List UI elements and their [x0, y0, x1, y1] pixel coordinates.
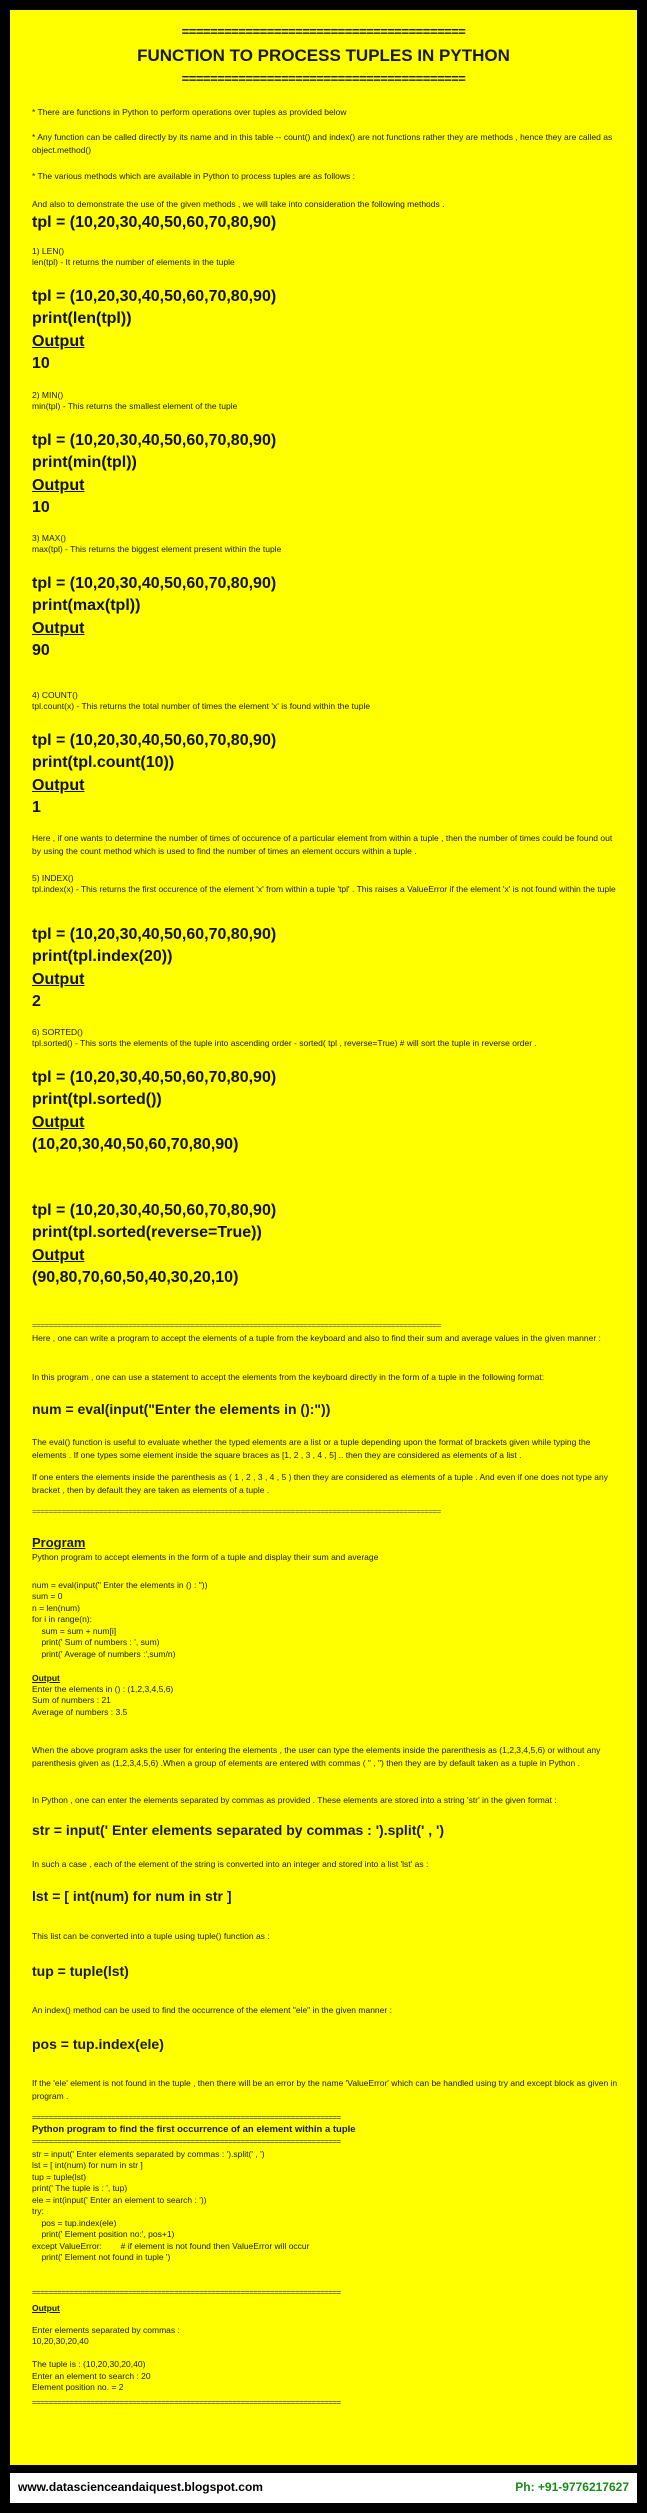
max-code — [32, 573, 623, 663]
intro-line-3: * The various methods which are available in Python to process tuples are as follows : — [32, 171, 356, 181]
index-heading: 5) INDEX() — [32, 873, 74, 883]
index-code-example: pos = tup.index(ele) — [32, 2036, 164, 2052]
sorted-reverse-output-label: Output — [32, 1246, 85, 1264]
len-code — [32, 286, 623, 376]
min-code — [32, 430, 623, 520]
max-code-line-2: print(max(tpl)) — [32, 597, 141, 615]
min-heading: 2) MIN() — [32, 390, 64, 400]
min-code-line-2: print(min(tpl)) — [32, 454, 137, 472]
index-code — [32, 924, 623, 1014]
divider: ========================================================================== — [32, 2398, 341, 2407]
count-code-line-2: print(tpl.count(10)) — [32, 754, 175, 772]
header-separator-bottom: ======================================== — [181, 71, 466, 86]
sorted-description: tpl.sorted() - This sorts the elements of the tuple into ascending order - sorted( tpl , reverse=True) # will sort the tuple in reverse order . — [32, 1038, 537, 1049]
list-comprehension-code: lst = [ int(num) for num in str ] — [32, 1888, 232, 1904]
phone-number: Ph: +91-9776217627 — [515, 2480, 629, 2494]
len-output-label: Output — [32, 332, 85, 350]
program-output: Enter the elements in () : (1,2,3,4,5,6) Sum of numbers : 21 Average of numbers : 3.5 — [32, 1684, 174, 1717]
sorted-reverse-code — [32, 1200, 623, 1290]
min-output-value: 10 — [32, 499, 50, 517]
program2-heading: Python program to find the first occurrence of an element within a tuple — [32, 2124, 356, 2135]
min-section — [32, 390, 623, 412]
sorted-code-line-1: tpl = (10,20,30,40,50,60,70,80,90) — [32, 1069, 277, 1086]
intro-line-4: And also to demonstrate the use of the given methods , we will take into consideration the following methods . — [32, 199, 445, 209]
eval-tuple-note: If one enters the elements inside the parenthesis as ( 1 , 2 , 3 , 4 , 5 ) then they are considered as elements of a tuple . And even if one does not type any bracket , then by default they are taken as elements of a tuple . — [32, 1472, 608, 1495]
intro-line-1: * There are functions in Python to perform operations over tuples as provided below — [32, 107, 347, 117]
sorted-reverse-output-value: (90,80,70,60,50,40,30,20,10) — [32, 1269, 239, 1287]
divider: ========================================================================== — [32, 2137, 341, 2146]
count-code — [32, 730, 623, 820]
max-output-label: Output — [32, 619, 85, 637]
len-code-line-1: tpl = (10,20,30,40,50,60,70,80,90) — [32, 288, 277, 305]
max-heading: 3) MAX() — [32, 533, 66, 543]
min-description: min(tpl) - This returns the smallest element of the tuple — [32, 401, 238, 412]
count-output-value: 1 — [32, 799, 41, 817]
index-description: tpl.index(x) - This returns the first occurence of the element 'x' from within a tuple 'tpl' . This raises a ValueError if the element 'x' is not found within the tuple — [32, 884, 616, 895]
intro-line-2: * Any function can be called directly by its name and in this table -- count() and index() are not functions rather they are methods , hence they are called as object.method() — [32, 132, 613, 155]
count-description: tpl.count(x) - This returns the total number of times the element 'x' is found within the tuple — [32, 701, 371, 712]
index-output-label: Output — [32, 970, 85, 988]
tuple-code: tup = tuple(lst) — [32, 1963, 129, 1979]
header-separator-top: ======================================== — [181, 24, 466, 39]
len-description: len(tpl) - It returns the number of elements in the tuple — [32, 257, 235, 268]
eval-explanation: The eval() function is useful to evaluate whether the typed elements are a list or a tuple depending upon the format of brackets given while typing the elements . If one types some element inside the square braces as [1, 2 , 3 , 4 , 5] .. then they are considered as elements of a list . — [32, 1437, 591, 1460]
max-code-line-1: tpl = (10,20,30,40,50,60,70,80,90) — [32, 575, 277, 592]
program2-output-label: Output — [32, 2303, 60, 2313]
index-code-line-1: tpl = (10,20,30,40,50,60,70,80,90) — [32, 926, 277, 943]
len-section — [32, 246, 623, 268]
program-explanation-4: This list can be converted into a tuple using tuple() function as : — [32, 1931, 270, 1941]
eval-desc: In this program , one can use a statement to accept the elements from the keyboard directly in the form of a tuple in the following format: — [32, 1372, 545, 1382]
divider: ========================================================================== — [32, 2113, 341, 2122]
max-section — [32, 533, 623, 555]
divider: ========================================================================== — [32, 2288, 341, 2297]
max-description: max(tpl) - This returns the biggest element present within the tuple — [32, 544, 282, 555]
eval-intro: Here , one can write a program to accept the elements of a tuple from the keyboard and also to find their sum and average values in the given manner : — [32, 1333, 601, 1343]
program-explanation-6: If the 'ele' element is not found in the tuple , then there will be an error by the name 'ValueError' which can be handled using try and except block as given in program . — [32, 2078, 618, 2101]
program-explanation-2: In Python , one can enter the elements separated by commas as provided . These elements are stored into a string 'str' in the given format : — [32, 1795, 557, 1805]
count-heading: 4) COUNT() — [32, 690, 78, 700]
len-heading: 1) LEN() — [32, 246, 65, 256]
sorted-reverse-code-line-1: tpl = (10,20,30,40,50,60,70,80,90) — [32, 1202, 277, 1219]
program2-code: str = input(' Enter elements separated by commas : ').split(' , ') lst = [ int(num) for num in str ] tup = tuple(lst) print(' The tuple is : ', tup) ele = int(input(' Enter an element to search : ')) try: pos = tup.index(ele) print(' Element position no:', pos+1) except ValueError: # if element is not found then ValueError will occur print(' Element not found in tuple ') — [32, 2149, 310, 2263]
split-code: str = input(' Enter elements separated by commas : ').split(' , ') — [32, 1822, 445, 1838]
program-code: num = eval(input(" Enter the elements in () : ")) sum = 0 n = len(num) for i in range(n): sum = sum + num[i] print(' Sum of numbers : ', sum) print(' Average of numbers :',sum/n) — [32, 1580, 208, 1659]
len-output-value: 10 — [32, 355, 50, 373]
sorted-output-label: Output — [32, 1113, 85, 1131]
intro-code: tpl = (10,20,30,40,50,60,70,80,90) — [32, 214, 277, 231]
index-section — [32, 873, 623, 895]
count-code-line-1: tpl = (10,20,30,40,50,60,70,80,90) — [32, 732, 277, 749]
program2-output: Enter elements separated by commas : 10,20,30,20,40 The tuple is : (10,20,30,20,40) Enter an element to search : 20 Element position no. = 2 — [32, 2325, 180, 2393]
min-output-label: Output — [32, 476, 85, 494]
count-section — [32, 690, 623, 712]
sorted-heading: 6) SORTED() — [32, 1027, 83, 1037]
count-note: Here , if one wants to determine the number of times of occurence of a particular element from within a tuple , then the number of times could be found out by using the count method which is used to find the number of times an element occurs within a tuple . — [32, 833, 613, 856]
max-output-value: 90 — [32, 642, 50, 660]
index-code-line-2: print(tpl.index(20)) — [32, 948, 173, 966]
website-link[interactable]: www.datascienceandaiquest.blogspot.com — [18, 2480, 263, 2494]
count-output-label: Output — [32, 776, 85, 794]
program-explanation-5: An index() method can be used to find the occurrence of the element "ele" in the given manner : — [32, 2005, 392, 2015]
index-output-value: 2 — [32, 993, 41, 1011]
divider: ================================================================================================== — [32, 1507, 441, 1516]
divider: ================================================================================================== — [32, 1321, 441, 1330]
program-explanation-3: In such a case , each of the element of the string is converted into an integer and stored into a list 'lst' as : — [32, 1859, 429, 1869]
sorted-section — [32, 1027, 623, 1049]
program-output-label: Output — [32, 1673, 60, 1683]
min-code-line-1: tpl = (10,20,30,40,50,60,70,80,90) — [32, 432, 277, 449]
program-explanation-1: When the above program asks the user for entering the elements , the user can type the elements inside the parenthesis as (1,2,3,4,5,6) or without any parenthesis given as (1,2,3,4,5,6) .When a group of elements are entered with commas ( " , ") then they are by default taken as a tuple in Python . — [32, 1745, 601, 1768]
eval-code: num = eval(input("Enter the elements in ():")) — [32, 1401, 331, 1417]
program-heading: Program — [32, 1535, 86, 1550]
page-title: FUNCTION TO PROCESS TUPLES IN PYTHON — [137, 46, 510, 65]
poster — [10, 10, 637, 2465]
sorted-output-value: (10,20,30,40,50,60,70,80,90) — [32, 1136, 239, 1154]
sorted-reverse-code-line-2: print(tpl.sorted(reverse=True)) — [32, 1224, 262, 1242]
sorted-code — [32, 1067, 623, 1157]
footer — [10, 2473, 637, 2503]
program-description: Python program to accept elements in the form of a tuple and display their sum and average — [32, 1552, 379, 1562]
len-code-line-2: print(len(tpl)) — [32, 310, 132, 328]
sorted-code-line-2: print(tpl.sorted()) — [32, 1091, 162, 1109]
